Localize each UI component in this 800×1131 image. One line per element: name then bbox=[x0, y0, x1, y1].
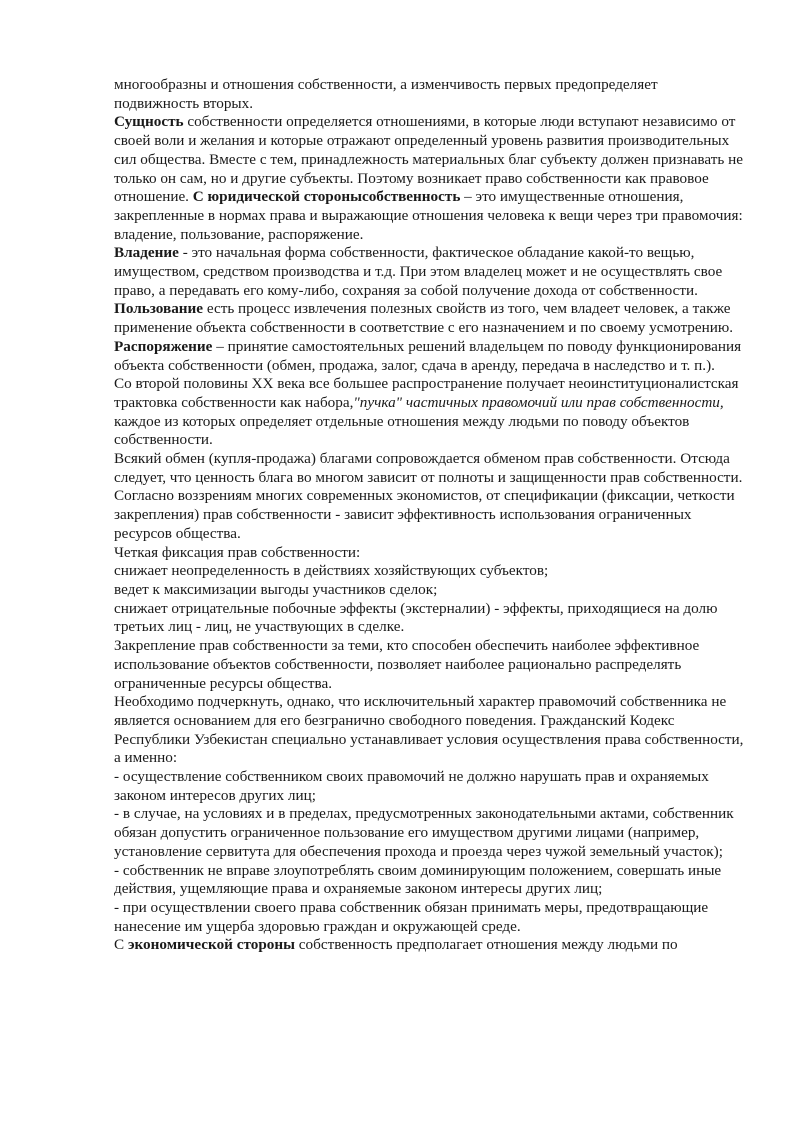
term-legal-side: С юридической стороныcобственность bbox=[192, 188, 461, 206]
paragraph-text: собственности определяется отношениями, в которые люди вступают независимо от своей воли и желания и которые отражают определенный уровень развития производительных сил общества. Вместе с тем, принадлежность материальных благ субъекту должен признавать не только он сам, но и другие субъекты. Поэтому возникает право собственности как правовое отношение. bbox=[114, 113, 743, 206]
paragraph-text: Необходимо подчеркнуть, однако, что исключительный характер правомочий собственника не является основанием для его безгранично свободного поведения. Гражданский Кодекс Республики Узбекистан специально устанавливает условия осуществления права собственности, а именно: bbox=[114, 693, 744, 767]
paragraph-text: - при осуществлении своего права собственник обязан принимать меры, предотвращающие нанесение им ущерба здоровью граждан и окружающей среде. bbox=[114, 898, 709, 935]
list-item bbox=[114, 562, 744, 581]
paragraph bbox=[114, 300, 744, 337]
paragraph bbox=[114, 693, 744, 768]
paragraph-text: снижает неопределенность в действиях хозяйствующих субъектов; bbox=[114, 562, 549, 580]
paragraph-text: ведет к максимизации выгоды участников сделок; bbox=[114, 580, 438, 598]
paragraph-text: есть процесс извлечения полезных свойств из того, чем владеет человек, а также применение объекта собственности в соответствие с его назначением и по своему усмотрению. bbox=[114, 300, 734, 337]
paragraph-text: снижает отрицательные побочные эффекты (экстерналии) - эффекты, приходящиеся на долю третьих лиц - лиц, не участвующих в сделке. bbox=[114, 599, 718, 636]
list-item bbox=[114, 768, 744, 805]
italic-phrase: "пучка" частичных правомочий или прав собственности, bbox=[353, 393, 724, 411]
term-sushchnost: Сущность bbox=[114, 113, 184, 131]
paragraph-text: С bbox=[114, 936, 128, 954]
list-item bbox=[114, 805, 744, 861]
paragraph bbox=[114, 375, 744, 450]
paragraph-text: собственность предполагает отношения между людьми по bbox=[294, 936, 678, 954]
list-item bbox=[114, 600, 744, 637]
paragraph-text: Четкая фиксация прав собственности: bbox=[114, 543, 361, 561]
list-item bbox=[114, 899, 744, 936]
paragraph bbox=[114, 487, 744, 543]
term-polzovanie: Пользование bbox=[114, 300, 204, 318]
paragraph-text: Со второй половины XX века все большее распространение получает неоинституционалистская трактовка собственности как набора, bbox=[114, 375, 739, 411]
paragraph bbox=[114, 244, 744, 300]
paragraph-text: - в случае, на условиях и в пределах, предусмотренных законодательными актами, собственник обязан допустить ограниченное пользование его имуществом другими лицами (например, установление сервитута для обеспечения прохода и проезда через чужой земельный участок); bbox=[114, 805, 734, 860]
term-rasporyazhenie: Распоряжение bbox=[114, 337, 213, 355]
paragraph-text: каждое из которых определяет отдельные отношения между людьми по поводу объектов собственности. bbox=[114, 412, 690, 449]
paragraph-text: многообразны и отношения собственности, а изменчивость первых предопределяет подвижность вторых. bbox=[114, 76, 658, 112]
paragraph bbox=[114, 936, 744, 955]
paragraph-text: – это имущественные отношения, закрепленные в нормах права и выражающие отношения человека к вещи через три правомочия: владение, пользование, распоряжение. bbox=[114, 188, 743, 243]
paragraph-text: - это начальная форма собственности, фактическое обладание какой-то вещью, имуществом, средством производства и т.д. При этом владелец может и не осуществлять свое право, а передавать его кому-либо, сохраняя за собой получение дохода от собственности. bbox=[114, 244, 723, 299]
paragraph bbox=[114, 637, 744, 693]
list-item bbox=[114, 581, 744, 600]
term-vladenie: Владение bbox=[114, 244, 179, 262]
paragraph-text: - осуществление собственником своих правомочий не должно нарушать прав и охраняемых законом интересов других лиц; bbox=[114, 768, 709, 804]
paragraph bbox=[114, 76, 744, 113]
document-page bbox=[114, 76, 744, 955]
paragraph-text: Закрепление прав собственности за теми, кто способен обеспечить наиболее эффективное использование объектов собственности, позволяет наиболее рационально распределять ограниченные ресурсы общества. bbox=[114, 637, 700, 692]
paragraph-text: – принятие самостоятельных решений владельцем по поводу функционирования объекта собственности (обмен, продажа, залог, сдача в аренду, передача в наследство и т. п.). bbox=[114, 337, 742, 374]
paragraph-text: Всякий обмен (купля-продажа) благами сопровождается обменом прав собственности. Отсюда следует, что ценность блага во многом зависит от полноты и защищенности прав собственности. bbox=[114, 450, 743, 486]
list-item bbox=[114, 862, 744, 899]
term-economic-side: экономической стороны bbox=[127, 936, 295, 954]
paragraph bbox=[114, 544, 744, 563]
paragraph bbox=[114, 338, 744, 375]
paragraph bbox=[114, 113, 744, 244]
paragraph bbox=[114, 450, 744, 487]
paragraph-text: - собственник не вправе злоупотреблять своим доминирующим положением, совершать иные действия, ущемляющие права и охраняемые законом интересы других лиц; bbox=[114, 861, 722, 898]
paragraph-text: Согласно воззрениям многих современных экономистов, от спецификации (фиксации, четкости закрепления) прав собственности - зависит эффективность использования ограниченных ресурсов общества. bbox=[114, 487, 735, 542]
